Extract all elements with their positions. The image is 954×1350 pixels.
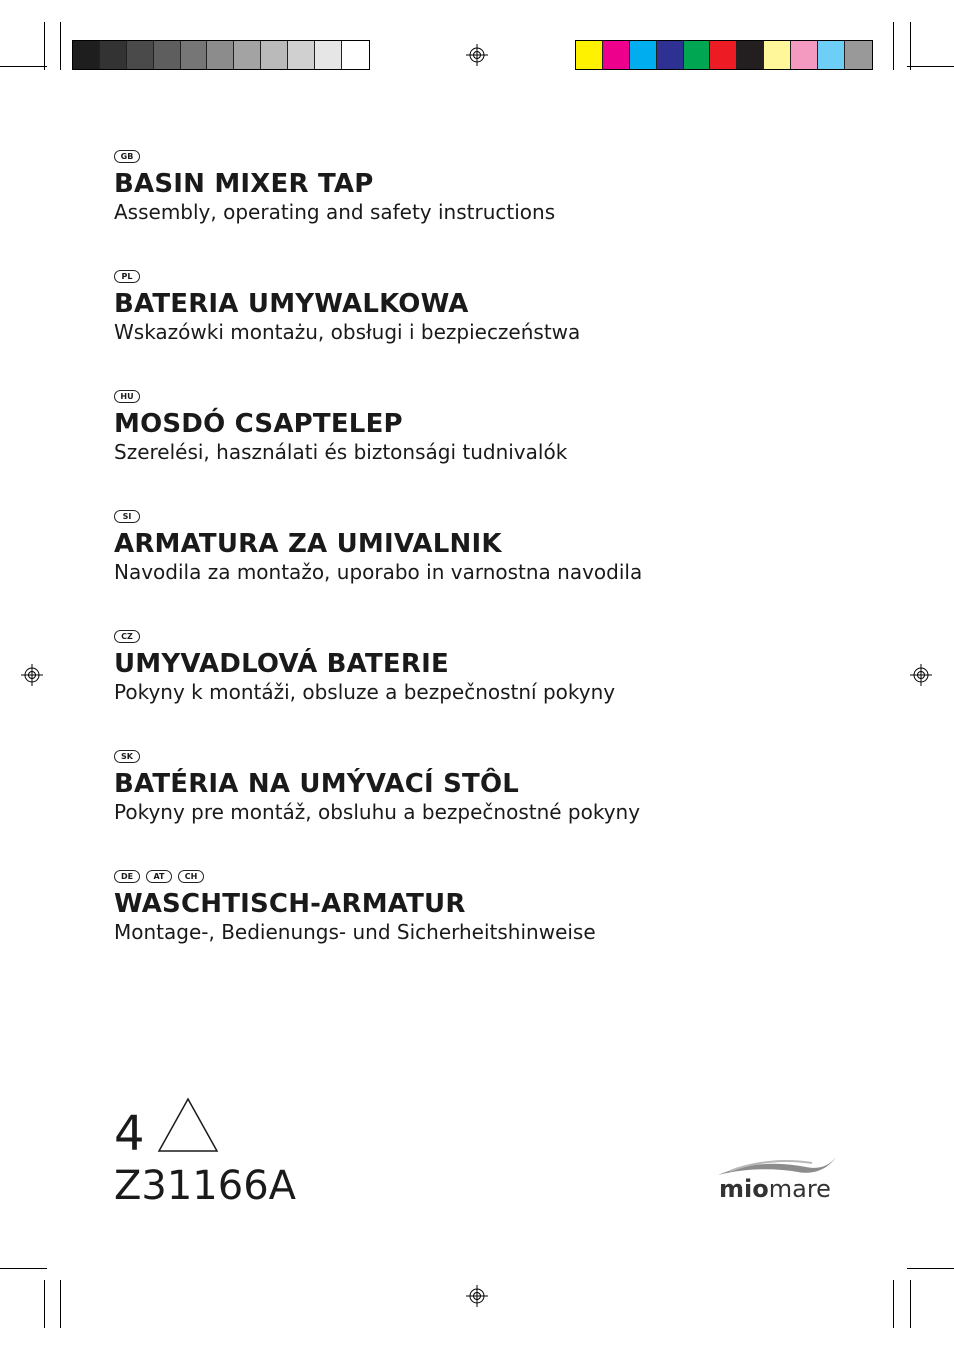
section-pl <box>114 270 580 345</box>
color-swatch <box>630 41 657 69</box>
language-badges <box>114 270 580 286</box>
language-badges <box>114 150 555 166</box>
product-subtitle: Pokyny k montáži, obsluze a bezpečnostní pokyny <box>114 680 616 704</box>
color-swatch <box>154 41 181 69</box>
product-subtitle: Assembly, operating and safety instructions <box>114 200 556 224</box>
language-badge: DE <box>114 870 140 883</box>
section-cz <box>114 630 615 705</box>
language-badges <box>114 750 640 766</box>
product-subtitle: Montage-, Bedienungs- und Sicherheitshinweise <box>114 920 596 944</box>
brand-logo <box>719 1174 831 1204</box>
color-swatch <box>603 41 630 69</box>
language-badges <box>114 390 567 406</box>
product-title: BATERIA UMYWALKOWA <box>114 289 469 319</box>
registration-mark-icon <box>466 1285 488 1307</box>
color-swatch <box>342 41 369 69</box>
color-swatch <box>288 41 315 69</box>
language-badge: CH <box>178 870 204 883</box>
warning-triangle-icon <box>157 1097 219 1153</box>
color-swatch <box>73 41 100 69</box>
language-badge: AT <box>146 870 172 883</box>
brand-logo-bold: mio <box>719 1175 769 1203</box>
language-badge: PL <box>114 270 140 283</box>
product-subtitle: Wskazówki montażu, obsługi i bezpieczeństwa <box>114 320 581 344</box>
product-title: ARMATURA ZA UMIVALNIK <box>114 529 502 559</box>
product-title: BASIN MIXER TAP <box>114 169 374 199</box>
color-swatch <box>791 41 818 69</box>
registration-mark-icon <box>466 44 488 66</box>
color-swatch <box>576 41 603 69</box>
language-badge: SI <box>114 510 140 523</box>
product-title: WASCHTISCH-ARMATUR <box>114 889 466 919</box>
language-badge: CZ <box>114 630 140 643</box>
language-badge: HU <box>114 390 140 403</box>
color-swatch <box>234 41 261 69</box>
product-subtitle: Navodila za montažo, uporabo in varnostna navodila <box>114 560 643 584</box>
language-badges <box>114 870 596 886</box>
color-swatch <box>100 41 127 69</box>
color-swatch <box>818 41 845 69</box>
section-hu <box>114 390 567 465</box>
color-swatch <box>127 41 154 69</box>
language-badges <box>114 630 615 646</box>
registration-mark-icon <box>21 664 43 686</box>
color-swatch <box>207 41 234 69</box>
section-gb <box>114 150 555 225</box>
age-warning-number: 4 <box>114 1106 145 1162</box>
color-swatch <box>315 41 342 69</box>
language-badge: GB <box>114 150 140 163</box>
brand-logo-light: mare <box>768 1175 831 1203</box>
color-swatch <box>684 41 711 69</box>
color-swatch <box>261 41 288 69</box>
model-code: Z31166A <box>114 1163 297 1209</box>
section-sk <box>114 750 640 825</box>
color-swatch <box>764 41 791 69</box>
section-de-at-ch <box>114 870 596 945</box>
language-badges <box>114 510 642 526</box>
color-swatch <box>737 41 764 69</box>
process-color-bar <box>575 40 873 70</box>
registration-mark-icon <box>910 664 932 686</box>
language-badge: SK <box>114 750 140 763</box>
color-swatch <box>710 41 737 69</box>
product-title: BATÉRIA NA UMÝVACÍ STÔL <box>114 769 520 799</box>
color-swatch <box>181 41 208 69</box>
section-si <box>114 510 642 585</box>
grayscale-color-bar <box>72 40 370 70</box>
color-swatch <box>845 41 872 69</box>
color-swatch <box>657 41 684 69</box>
product-title: MOSDÓ CSAPTELEP <box>114 409 403 439</box>
product-subtitle: Szerelési, használati és biztonsági tudnivalók <box>114 440 568 464</box>
product-title: UMYVADLOVÁ BATERIE <box>114 649 449 679</box>
product-subtitle: Pokyny pre montáž, obsluhu a bezpečnostné pokyny <box>114 800 641 824</box>
